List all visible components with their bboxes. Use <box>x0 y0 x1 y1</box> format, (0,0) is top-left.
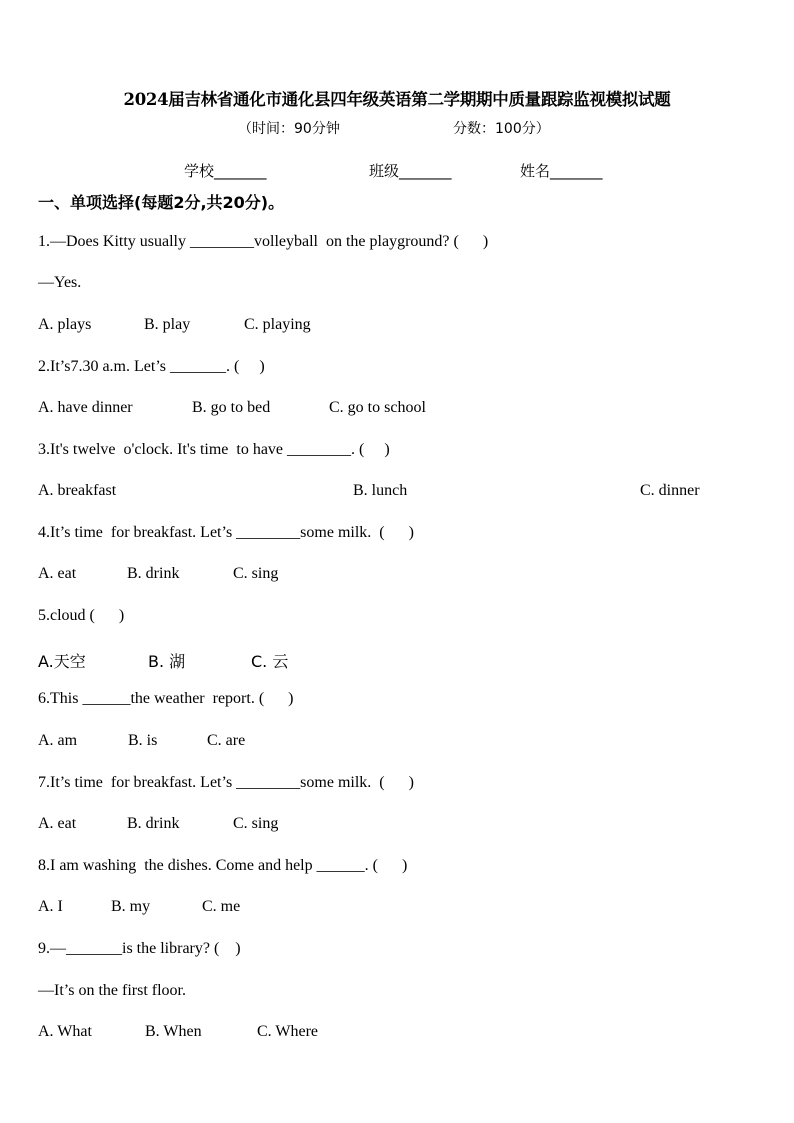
school-field: 学校_______ <box>184 162 267 180</box>
section-title: 一、单项选择(每题2分,共20分)。 <box>38 193 285 212</box>
option-a: A. What <box>38 1023 92 1040</box>
option-c: C. Where <box>257 1023 319 1040</box>
time-limit: （时间：90分钟 <box>238 121 340 137</box>
option-c: C. are <box>207 732 246 749</box>
question-5: 5.cloud ( ) <box>38 607 125 624</box>
option-b: B. is <box>128 732 158 749</box>
option-c: C. dinner <box>640 482 700 499</box>
question-8: 8.I am washing the dishes. Come and help ______. ( ) <box>38 857 408 874</box>
option-a: A. eat <box>38 565 77 582</box>
option-a: A. breakfast <box>38 482 117 499</box>
name-field: 姓名_______ <box>520 162 603 180</box>
option-a: A. have dinner <box>38 399 133 416</box>
option-b: B. 湖 <box>148 652 186 671</box>
option-c: C. go to school <box>329 399 426 416</box>
option-b: B. go to bed <box>192 399 271 416</box>
option-b: B. play <box>144 316 191 333</box>
option-c: C. playing <box>244 316 311 333</box>
question-1: 1.—Does Kitty usually ________volleyball on the playground? ( ) <box>38 233 489 250</box>
question-4: 4.It’s time for breakfast. Let’s ________some milk. ( ) <box>38 524 414 541</box>
option-b: B. my <box>111 898 151 915</box>
exam-meta <box>238 118 550 138</box>
question-2: 2.It’s7.30 a.m. Let’s _______. ( ) <box>38 358 265 375</box>
option-b: B. drink <box>127 565 180 582</box>
question-3: 3.It's twelve o'clock. It's time to have ________. ( ) <box>38 441 390 458</box>
option-c: C. sing <box>233 815 279 832</box>
question-9: 9.—_______is the library? ( ) <box>38 940 241 957</box>
option-a: A.天空 <box>38 652 86 671</box>
option-c: C. 云 <box>251 652 289 671</box>
option-a: A. eat <box>38 815 77 832</box>
class-field: 班级_______ <box>369 162 452 180</box>
total-score: 分数：100分） <box>453 121 550 137</box>
question-1-answer: —Yes. <box>38 274 82 291</box>
option-a: A. plays <box>38 316 92 333</box>
question-9-answer: —It’s on the first floor. <box>38 982 186 999</box>
option-b: B. drink <box>127 815 180 832</box>
option-a: A. I <box>38 898 63 915</box>
option-b: B. lunch <box>353 482 408 499</box>
option-a: A. am <box>38 732 78 749</box>
question-7: 7.It’s time for breakfast. Let’s ________some milk. ( ) <box>38 774 414 791</box>
option-c: C. sing <box>233 565 279 582</box>
exam-title: 2024届吉林省通化市通化县四年级英语第二学期期中质量跟踪监视模拟试题 <box>123 90 671 109</box>
option-b: B. When <box>145 1023 202 1040</box>
question-6: 6.This ______the weather report. ( ) <box>38 690 294 707</box>
option-c: C. me <box>202 898 241 915</box>
